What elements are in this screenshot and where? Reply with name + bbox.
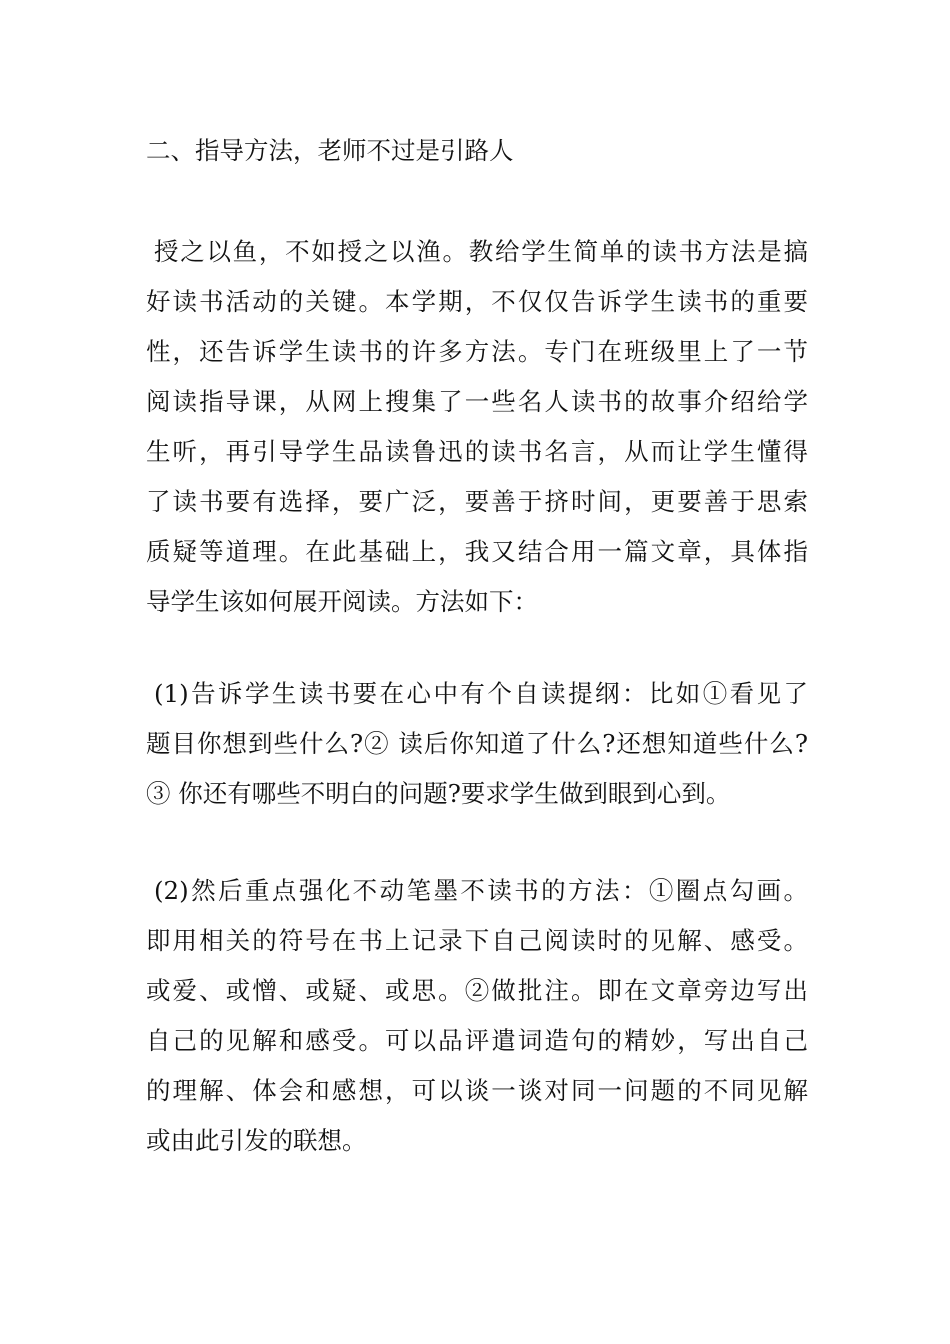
paragraph-line: 或由此引发的联想。	[146, 1126, 367, 1155]
paragraph-line: 了读书要有选择，要广泛，要善于挤时间，更要善于思索	[146, 487, 808, 516]
paragraph-method-2	[146, 866, 808, 1166]
paragraph-line: 性，还告诉学生读书的许多方法。专门在班级里上了一节	[146, 337, 808, 366]
paragraph-line: 好读书活动的关键。本学期，不仅仅告诉学生读书的重要	[146, 287, 808, 316]
section-heading: 二、指导方法，老师不过是引路人	[146, 136, 514, 165]
paragraph-line: ③ 你还有哪些不明白的问题?要求学生做到眼到心到。	[146, 779, 731, 808]
paragraph-method-1	[146, 669, 808, 819]
paragraph-line: (1)告诉学生读书要在心中有个自读提纲：比如①看见了	[154, 679, 808, 708]
paragraph-line: 授之以鱼，不如授之以渔。教给学生简单的读书方法是搞	[154, 237, 808, 266]
paragraph-line: 自己的见解和感受。可以品评遣词造句的精妙，写出自己	[146, 1026, 808, 1055]
paragraph-line: 的理解、体会和感想，可以谈一谈对同一问题的不同见解	[146, 1076, 808, 1105]
paragraph-line: 即用相关的符号在书上记录下自己阅读时的见解、感受。	[146, 926, 808, 955]
paragraph-line: 题目你想到些什么?② 读后你知道了什么?还想知道些什么?	[146, 729, 808, 758]
paragraph-line: 生听，再引导学生品读鲁迅的读书名言，从而让学生懂得	[146, 437, 808, 466]
paragraph-line: 导学生该如何展开阅读。方法如下：	[146, 587, 538, 616]
paragraph-line: 阅读指导课，从网上搜集了一些名人读书的故事介绍给学	[146, 387, 808, 416]
paragraph-line: (2)然后重点强化不动笔墨不读书的方法：①圈点勾画。	[154, 876, 808, 905]
paragraph-line: 或爱、或憎、或疑、或思。②做批注。即在文章旁边写出	[146, 976, 808, 1005]
paragraph-line: 质疑等道理。在此基础上，我又结合用一篇文章，具体指	[146, 537, 808, 566]
paragraph-reading-methods-intro	[146, 227, 808, 627]
